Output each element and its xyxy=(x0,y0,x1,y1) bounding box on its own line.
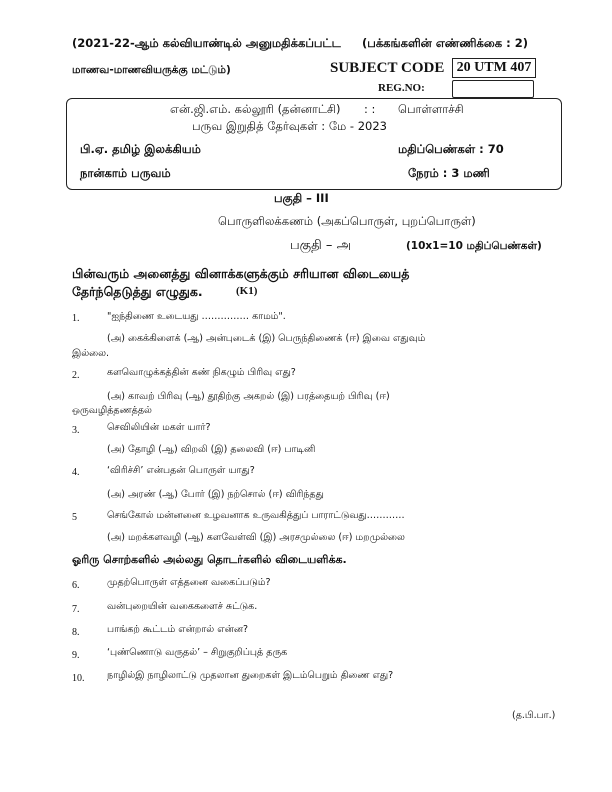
college-separator: : : xyxy=(364,102,376,116)
subject-code-box xyxy=(452,58,536,78)
question-options: (அ) அரண் (ஆ) போர் (இ) நற்சொல் (ஈ) விரிந்தது xyxy=(107,489,324,500)
question-text: ‘விரிச்சி’ என்பதன் பொருள் யாது? xyxy=(107,465,255,476)
question-number: 6. xyxy=(72,580,80,591)
section-label: பகுதி – அ xyxy=(290,238,352,253)
question-number: 8. xyxy=(72,627,80,638)
question-text: களவொழுக்கத்தின் கண் நிகழும் பிரிவு எது? xyxy=(107,367,296,378)
question-number: 5 xyxy=(72,512,77,523)
exam-time: நேரம் : 3 மணி xyxy=(408,166,490,180)
question-options: (அ) மறக்களவழி (ஆ) களவேள்வி (இ) அரசமுல்லை (ஈ) மறமுல்லை xyxy=(107,532,405,543)
question-text: பாங்கற் கூட்டம் என்றால் என்ன? xyxy=(107,624,249,635)
question-options: (அ) காவற் பிரிவு (ஆ) தூதிற்கு அகறல் (இ) பரத்தையற் பிரிவு (ஈ) xyxy=(107,391,390,402)
instruction-line-1: பின்வரும் அனைத்து வினாக்களுக்கும் சரியான விடையைத் xyxy=(72,266,410,281)
year-line: (2021-22-ஆம் கல்வியாண்டில் அனுமதிக்கப்பட்ட xyxy=(72,36,341,50)
subject-code: 20 UTM 407 xyxy=(456,60,532,75)
students-line: மாணவ-மாணவியருக்கு மட்டும்) xyxy=(72,64,231,76)
reg-no-field[interactable] xyxy=(452,80,534,98)
question-options: (அ) தோழி (ஆ) விறலி (இ) தலைவி (ஈ) பாடினி xyxy=(107,444,316,455)
paper-title: பொருளிலக்கணம் (அகப்பொருள், புறப்பொருள்) xyxy=(218,214,476,228)
continued-note: (த.பி.பா.) xyxy=(512,710,556,721)
question-number: 7. xyxy=(72,604,80,615)
question-text: ‘புண்ணொடு வருதல்’ – சிறுகுறிப்புத் தருக xyxy=(107,647,288,658)
reg-no-label: REG.NO: xyxy=(378,82,425,94)
part-heading: பகுதி – III xyxy=(274,191,329,205)
question-text: வன்புறையின் வகைகளைச் சுட்டுக. xyxy=(107,601,258,612)
question-text: முதற்பொருள் எத்தனை வகைப்படும்? xyxy=(107,577,271,588)
question-text: "ஐந்திணை உடையது …………… காமம்". xyxy=(107,311,286,322)
section-marks: (10x1=10 மதிப்பெண்கள்) xyxy=(406,240,542,252)
college-place: பொள்ளாச்சி xyxy=(398,102,464,116)
exam-name: பருவ இறுதித் தேர்வுகள் : மே - 2023 xyxy=(192,119,387,133)
instruction-line-2: தேர்ந்தெடுத்து எழுதுக. xyxy=(72,284,203,299)
short-answer-instruction: ஓரிரு சொற்களில் அல்லது தொடர்களில் விடையளிக்க. xyxy=(72,553,347,566)
semester: நான்காம் பருவம் xyxy=(80,166,171,180)
subject-code-label: SUBJECT CODE xyxy=(330,60,445,76)
question-number: 2. xyxy=(72,370,80,381)
college-name: என்.ஜி.எம். கல்லூரி (தன்னாட்சி) xyxy=(170,102,341,116)
max-marks: மதிப்பெண்கள் : 70 xyxy=(398,142,504,156)
course-name: பி.ஏ. தமிழ் இலக்கியம் xyxy=(80,142,201,156)
question-text: செங்கோல் மன்னனை உழவனாக உருவகித்துப் பாராட்டுவது………… xyxy=(107,510,405,521)
question-number: 10. xyxy=(72,673,85,684)
question-text: நாழில்இ நாழிலாட்டு முதலான துறைகள் இடம்பெறும் திணை எது? xyxy=(107,670,394,681)
question-text: செவிலியின் மகள் யார்? xyxy=(107,422,211,433)
question-options: (அ) கைக்கிளைக் (ஆ) அன்புடைக் (இ) பெருந்திணைக் (ஈ) இவை எதுவும் xyxy=(107,333,426,344)
question-number: 1. xyxy=(72,313,80,324)
question-options-cont: இல்லை. xyxy=(72,348,110,359)
question-number: 4. xyxy=(72,467,80,478)
question-number: 9. xyxy=(72,650,80,661)
pages-line: (பக்கங்களின் எண்ணிக்கை : 2) xyxy=(362,36,528,50)
question-number: 3. xyxy=(72,425,80,436)
instruction-tag: (K1) xyxy=(236,285,258,297)
question-options-cont: ஒருவழித்தணத்தல் xyxy=(72,405,152,416)
